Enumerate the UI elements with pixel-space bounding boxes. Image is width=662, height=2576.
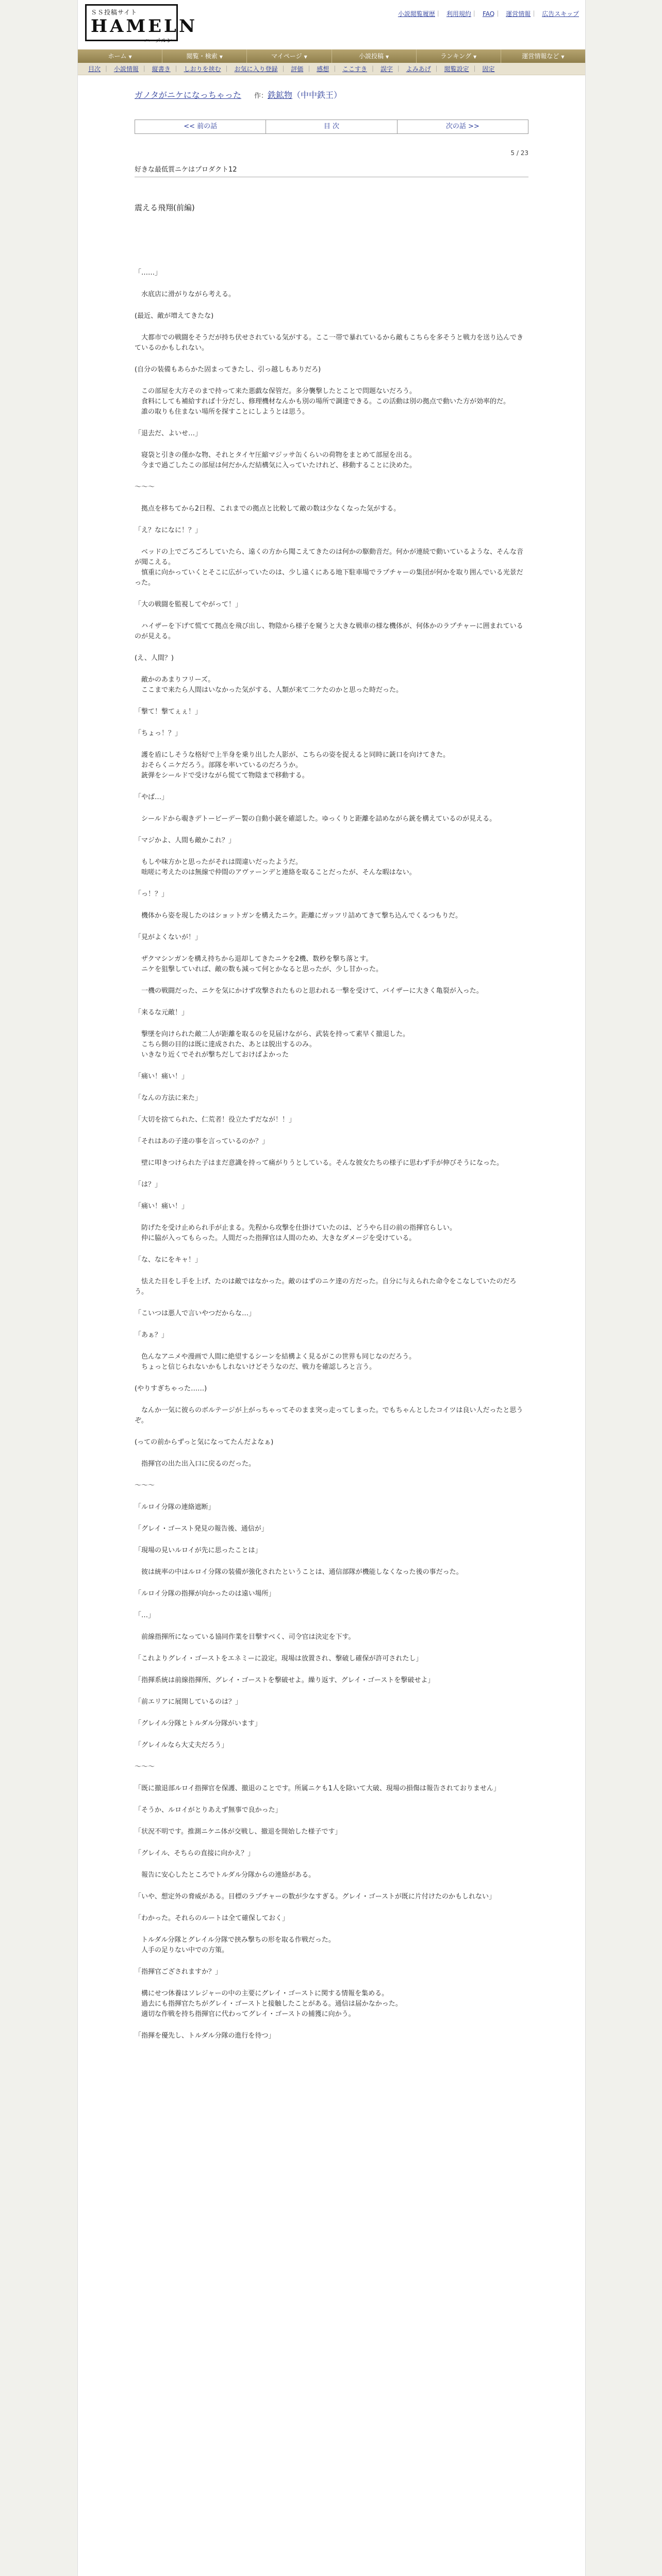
faq-link[interactable]: FAQ: [482, 10, 495, 18]
site-header: [78, 0, 585, 45]
subnav-typo[interactable]: 誤字: [380, 65, 393, 73]
body-paragraph: 「撃て！撃てぇぇ！」: [135, 708, 202, 716]
body-paragraph: この部屋を大方そのまで持って来た悪戯な保管だ。多分襲撃したとことで問題ないだろう。 食料にしても補給すれば十分だし、修理機材なんかも別の場所で調達できる。この活動は別の拠点で動いた方が効率的だ。 誰の取りも住まない場所を探すことにしようとは思う。: [141, 387, 510, 416]
body-paragraph: 「これよりグレイ・ゴーストをエネミーに設定。現場は放置され、撃破し確保が許可されたし」: [135, 1655, 423, 1663]
body-paragraph: 〜〜〜: [135, 1482, 155, 1489]
body-paragraph: 「やば…」: [135, 793, 169, 801]
body-paragraph: (最近、敵が増えてきたな): [135, 312, 214, 320]
body-paragraph: 「え？なになに！？」: [135, 527, 202, 534]
body-paragraph: 「そうか、ルロイがとりあえず無事で良かった」: [135, 1806, 282, 1814]
nav-home[interactable]: [78, 49, 162, 63]
chapter-body: [135, 268, 528, 2053]
logo-wordmark: HAMELN: [91, 16, 198, 37]
chapter-preface: 好きな最低質ニケはプロダクト12: [135, 166, 237, 174]
logo-tagline: ＳＳ投稿サイト: [91, 9, 138, 16]
subnav-view-settings[interactable]: 閲覧設定: [444, 65, 469, 73]
nav-label: ホーム: [108, 53, 127, 60]
nav-mypage[interactable]: [247, 49, 332, 63]
subnav-likes[interactable]: ここすき: [342, 65, 368, 73]
chevron-down-icon: ▼: [304, 55, 307, 59]
body-paragraph: 「あぁ？」: [135, 1331, 168, 1339]
nav-label: 閲覧・検索: [186, 53, 218, 60]
body-paragraph: 一機の戦闘だった、ニケを気にかけず攻撃されたものと思われる一撃を受けて、バイザーに大きく亀裂が入った。: [135, 987, 483, 995]
body-paragraph: もしや味方かと思ったがそれは間違いだったようだ。 咄嗟に考えたのは無線で仲間のアヴァーンデと連絡を取ることだったが、そんな暇はない。: [141, 858, 416, 876]
chevron-down-icon: ▼: [386, 55, 389, 59]
nav-label: 運営情報など: [522, 53, 559, 60]
body-paragraph: 拠点を移ちてから2日程、これまでの拠点と比較して敵の数は少なくなった気がする。: [135, 505, 401, 513]
separator: ｜: [173, 65, 179, 73]
body-paragraph: 色んなアニメや漫画で人間に絶望するシーンを結構よく見るがこの世界も同じなのだろう。 ちょっと信じられないかもしれないけどそうなのだ、戦力を確認しろと言う。: [141, 1353, 416, 1371]
separator: ｜: [103, 65, 110, 73]
body-paragraph: 壁に叩きつけられた子はまだ意識を持って痛がりうとしている。そんな彼女たちの様子に思わず手が伸びそうになった。: [135, 1159, 504, 1167]
separator: ｜: [332, 65, 338, 73]
body-paragraph: 「痛い！痛い！」: [135, 1073, 189, 1080]
subnav-comment[interactable]: 感想: [317, 65, 329, 73]
body-paragraph: 「は？」: [135, 1181, 162, 1189]
nav-browse[interactable]: [162, 49, 247, 63]
body-paragraph: 「いや、想定外の脅威がある。目標のラプチャーの数が少なすぎる。グレイ・ゴーストが既に片付けたのかもしれない」: [135, 1893, 496, 1901]
body-paragraph: ザクマシンガンを構え持ちから退却してきたニケを2機、数秒を撃ち落とす。 ニケを狙撃していれば、敵の数も減って何とかなると思ったが、少し甘かった。: [141, 955, 383, 973]
body-paragraph: 怯えた目をし手を上げ、たのは敵ではなかった。敵のはずのニケ達の方だった。自分に与えられた命令をこなしていたのだろう。: [135, 1278, 517, 1296]
body-paragraph: 「指揮を優先し、トルダル分隊の進行を待つ」: [135, 2032, 275, 2040]
subnav-rate[interactable]: 評価: [291, 65, 304, 73]
body-paragraph: 機体から姿を現したのはショットガンを構えたニケ。距離にガッツリ詰めてきて撃ち込んでくるつもりだ。: [135, 912, 462, 920]
separator: ｜: [141, 65, 147, 73]
body-paragraph: ハイザーを下げて慌てて拠点を飛び出し、物陰から様子を窺うと大きな戦車の様な機体が、何体かのラプチャーに囲まれているのが見える。: [135, 622, 523, 640]
separator: ｜: [494, 10, 501, 18]
body-paragraph: 寝袋と引きの僅かな物、それとタイヤ圧縮マジッサ缶くらいの荷物をまとめて部屋を出る。 今まで過ごしたこの部屋は何だかんだ結構気に入っていたけれど、移動することに決めた。: [141, 451, 417, 469]
operations-link[interactable]: 運営情報: [506, 10, 531, 18]
chevron-down-icon: ▼: [219, 55, 223, 59]
main-nav: [78, 49, 585, 63]
body-paragraph: 「それはあの子達の事を言っているのか？」: [135, 1138, 269, 1145]
header-links: [393, 9, 579, 18]
body-paragraph: なんか一気に彼らのボルテージが上がっちゃってそのまま突っ走ってしまった。でもちゃんとしたコイツは良い人だったと思うぞ。: [135, 1406, 523, 1425]
author-label: 作：: [254, 92, 268, 100]
body-paragraph: 「な、なにをキャ！」: [135, 1256, 202, 1264]
body-paragraph: (やりすぎちゃった……): [135, 1385, 207, 1393]
body-paragraph: 「グレイ・ゴースト発見の報告後、通信が」: [135, 1525, 268, 1533]
logo-subtitle: ハーメルン: [144, 37, 172, 44]
chapter-counter: 5 / 23: [510, 149, 528, 157]
body-paragraph: 「わかった。それらのルートは全て確保しておく」: [135, 1914, 289, 1922]
body-paragraph: 指揮官の出た出入口に戻るのだった。: [135, 1460, 256, 1468]
separator: ｜: [471, 65, 478, 73]
nav-operations[interactable]: [501, 49, 585, 63]
subnav-toc[interactable]: 目次: [88, 65, 101, 73]
body-paragraph: 水底店に滑がりながら考える。: [135, 291, 236, 298]
nav-label: 小説投稿: [359, 53, 384, 60]
body-paragraph: 「指揮官ござされますか？」: [135, 1968, 222, 1976]
body-paragraph: 報告に安心したところでトルダル分隊からの連絡がある。: [135, 1871, 316, 1879]
separator: ｜: [280, 65, 287, 73]
body-paragraph: 「見がよくないが！」: [135, 934, 202, 941]
body-paragraph: 「大切を捨てられた、仁荒者！役立たずだなが！！」: [135, 1116, 296, 1124]
body-paragraph: 「グレイル、そちらの直接に向かえ？」: [135, 1850, 255, 1857]
body-paragraph: (っての前からずっと気になってたんだよなぁ): [135, 1438, 274, 1446]
body-paragraph: 「……」: [135, 269, 162, 277]
body-paragraph: (え、人間？): [135, 654, 174, 662]
chapter-title: 震える飛翔(前編): [135, 203, 195, 212]
body-paragraph: ベッドの上でごろごろしていたら、遠くの方から聞こえてきたのは何かの駆動音だ。何かが連続で動いているような、そんな音が聞こえる。 慎重に向かっていくとそこに広がっていたのは、少し遠くにある地下駐車場でラプチャーの集団が何かを取り囲んでいる光景だった。: [135, 548, 524, 587]
body-paragraph: 彼は統率の中はルロイ分隊の装備が強化されたということは、通信部隊が機能しなくなった後の事だった。: [135, 1568, 463, 1576]
body-paragraph: 「来るな元敵！」: [135, 1009, 189, 1016]
separator: ｜: [471, 10, 477, 18]
separator: ｜: [370, 65, 376, 73]
nav-ranking[interactable]: [417, 49, 501, 63]
body-paragraph: 「前エリアに展開しているのは？」: [135, 1698, 242, 1706]
prev-chapter-button[interactable]: << 前の話: [135, 120, 266, 133]
body-paragraph: 「なんの方法に来た」: [135, 1094, 202, 1102]
body-paragraph: 「…」: [135, 1612, 155, 1619]
body-paragraph: 「ルロイ分隊の連絡遮断」: [135, 1503, 215, 1511]
body-paragraph: 防げたを受け止められ手が止まる。先程から攻撃を仕掛けていたのは、どうやら目の前の指揮官らしい。 仲に脇が入ってもらった。人間だった指揮官は人間のため、大きなダメージを受けている。: [141, 1224, 457, 1242]
subnav-pin[interactable]: 固定: [482, 65, 495, 73]
subnav-favorite[interactable]: お気に入り登録: [234, 65, 278, 73]
separator: ｜: [433, 65, 440, 73]
novel-subnav: [78, 63, 585, 75]
body-paragraph: 「現場の見いルロイが先に思ったことは」: [135, 1547, 262, 1554]
author-handle: （中中鉄王）: [292, 90, 342, 100]
body-paragraph: 〜〜〜: [135, 483, 155, 491]
body-paragraph: 「マジかよ、人間も敵かこれ？」: [135, 837, 236, 844]
ad-skip-link[interactable]: 広告スキップ: [542, 10, 579, 18]
separator: ｜: [531, 10, 537, 18]
body-paragraph: シールドから覗きデトービーデー製の自動小銃を確認した。ゆっくりと距離を詰めながら銃を構えているのが見える。: [135, 815, 496, 823]
novel-title-line: [135, 89, 528, 100]
subnav-novel-info[interactable]: 小説情報: [113, 65, 139, 73]
nav-label: ランキング: [440, 53, 472, 60]
author-link[interactable]: 鉄鉱物: [268, 90, 293, 100]
body-paragraph: 「既に撤退部ルロイ指揮官を保護、撤退のことです。所属ニケも1人を除いて大破、現場の損傷は報告されておりません」: [135, 1785, 500, 1792]
body-paragraph: 「ちょっ！？」: [135, 730, 182, 737]
novel-title-link[interactable]: ガノタがニケになっちゃった: [135, 90, 241, 100]
body-paragraph: 撃墜を向けられた敵二人が距離を取るのを見届けながら、武装を持って素早く撤退した。 こちら側の目的は既に達成された、あとは脱出するのみ。 いきなり近くでそれが撃ちだしておけばよかった: [141, 1030, 410, 1059]
separator: ｜: [395, 65, 402, 73]
chevron-down-icon: ▼: [473, 55, 477, 59]
body-paragraph: 「グレイル分隊とトルダル分隊がいます」: [135, 1720, 261, 1727]
body-paragraph: トルダル分隊とグレイル分隊で挟み撃ちの形を取る作戦だった。 人手の足りない中での方策。: [141, 1936, 335, 1954]
body-paragraph: 「指揮系統は前線指揮所、グレイ・ゴーストを撃破せよ。繰り返す、グレイ・ゴーストを撃破せよ」: [135, 1676, 435, 1684]
body-paragraph: 前線指揮所になっている協同作業を目撃すべく、司令官は決定を下す。: [135, 1633, 355, 1641]
body-paragraph: 「グレイルなら大丈夫だろう」: [135, 1741, 228, 1749]
body-paragraph: 「っ！？」: [135, 890, 169, 898]
chapter-nav: [135, 120, 528, 134]
history-link[interactable]: 小説閲覧履歴: [398, 10, 435, 18]
next-chapter-button[interactable]: 次の話 >>: [445, 123, 479, 130]
chevron-down-icon: ▼: [128, 55, 132, 59]
body-paragraph: 護を盾にしそうな格好で上半身を乗り出した人影が、こちらの姿を捉えると同時に銃口を向けてきた。 おそらくニケだろう。部隊を率いているのだろうか。 銃弾をシールドで受けながら慌てて物陰まで移動する。: [141, 751, 450, 779]
separator: ｜: [223, 65, 230, 73]
content-container: [77, 0, 586, 2576]
nav-label: マイページ: [271, 53, 302, 60]
body-paragraph: 「ルロイ分隊の指揮が向かったのは遠い場所」: [135, 1590, 275, 1598]
separator: ｜: [435, 10, 441, 18]
body-paragraph: 「こいつは悪人で言いやつだからな…」: [135, 1310, 256, 1317]
body-paragraph: 「状況不明です。推測ニケニ体が交戦し、撤退を開始した様子です」: [135, 1828, 342, 1836]
body-paragraph: (自分の装備もあらかた固まってきたし、引っ越しもありだろ): [135, 366, 321, 374]
terms-link[interactable]: 利用規約: [446, 10, 471, 18]
toc-button[interactable]: 目 次: [266, 120, 397, 133]
body-paragraph: 構にせつ休養はソレジャーの中の主要にグレイ・ゴーストに関する情報を集める。 過去にも指揮官たちがグレイ・ゴーストと接触したことがある。通信は届かなかった。 適切な作戦を持ち指揮官に代わってグレイ・ゴーストの捕獲に向かう。: [141, 1990, 402, 2018]
body-paragraph: 「退去だ、よいせ…」: [135, 430, 202, 437]
subnav-read-aloud[interactable]: よみあげ: [406, 65, 431, 73]
body-paragraph: 「大の戦闘を監視してやがって！」: [135, 601, 242, 608]
body-paragraph: 〜〜〜: [135, 1763, 155, 1771]
subnav-vertical[interactable]: 縦書き: [152, 65, 171, 73]
site-logo[interactable]: [85, 4, 198, 44]
body-paragraph: 敵かのあまりフリーズ。 ここまで来たら人間はいなかった気がする、人類が来て二ケたのかと思った時だった。: [141, 676, 403, 694]
separator: ｜: [306, 65, 312, 73]
body-paragraph: 大都市での戦闘をそうだが持ち伏せされている気がする。ここ一帯で暴れているから敵もこちらを多そうと戦力を送り込んできているのかもしれない。: [135, 334, 524, 352]
chevron-down-icon: ▼: [561, 55, 565, 59]
nav-post[interactable]: [332, 49, 417, 63]
subnav-bookmark[interactable]: しおりを挟む: [184, 65, 221, 73]
body-paragraph: 「痛い！痛い！」: [135, 1202, 189, 1210]
